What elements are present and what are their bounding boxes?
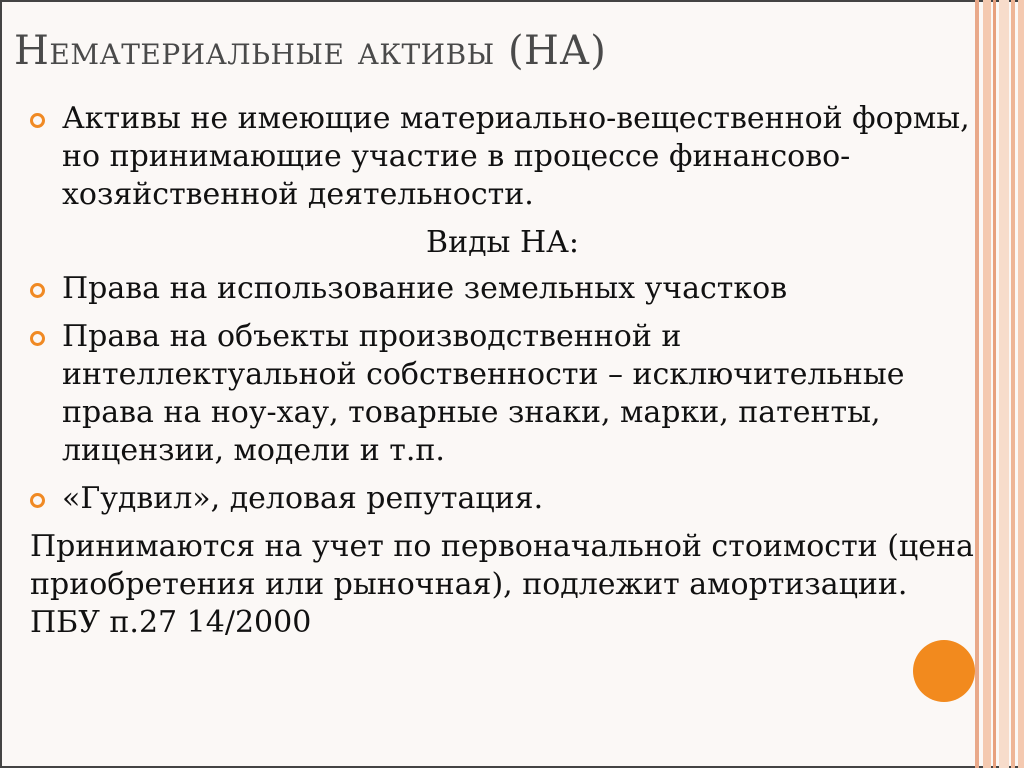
stripe xyxy=(993,0,996,768)
slide-content xyxy=(30,100,975,642)
orange-ring-bullet-icon xyxy=(30,331,45,346)
bullet-text: Активы не имеющие материально-вещественной формы, но принимающие участие в процессе финансово-хозяйственной деятельности. xyxy=(62,101,970,212)
orange-ring-bullet-icon xyxy=(30,113,45,128)
bullet-text: Права на использование земельных участков xyxy=(62,271,788,306)
bullet-item xyxy=(30,480,975,518)
footer-paragraph: Принимаются на учет по первоначальной стоимости (цена приобретения или рыночная), подлежит амортизации. ПБУ п.27 14/2000 xyxy=(30,529,974,640)
frame-left-border xyxy=(0,0,2,768)
bullet-item xyxy=(30,100,975,214)
stripe xyxy=(1011,0,1015,768)
orange-ring-bullet-icon xyxy=(30,283,45,298)
bullet-item xyxy=(30,318,975,470)
stripe xyxy=(975,0,979,768)
bullet-item xyxy=(30,270,975,308)
frame-top-border xyxy=(0,0,1024,2)
orange-ring-bullet-icon xyxy=(30,493,45,508)
orange-circle-decoration xyxy=(913,640,975,702)
bullet-text: Права на объекты производственной и интеллектуальной собственности – исключительные права на ноу-хау, товарные знаки, марки, патенты, лицензии, модели и т.п. xyxy=(62,319,905,468)
subheading: Виды НА: xyxy=(426,225,579,260)
decorative-stripes xyxy=(975,0,1024,768)
stripe xyxy=(999,0,1009,768)
stripe xyxy=(983,0,991,768)
slide-title: Нематериальные активы (НА) xyxy=(14,28,607,74)
stripe xyxy=(1018,0,1024,768)
bullet-text: «Гудвил», деловая репутация. xyxy=(62,481,544,516)
